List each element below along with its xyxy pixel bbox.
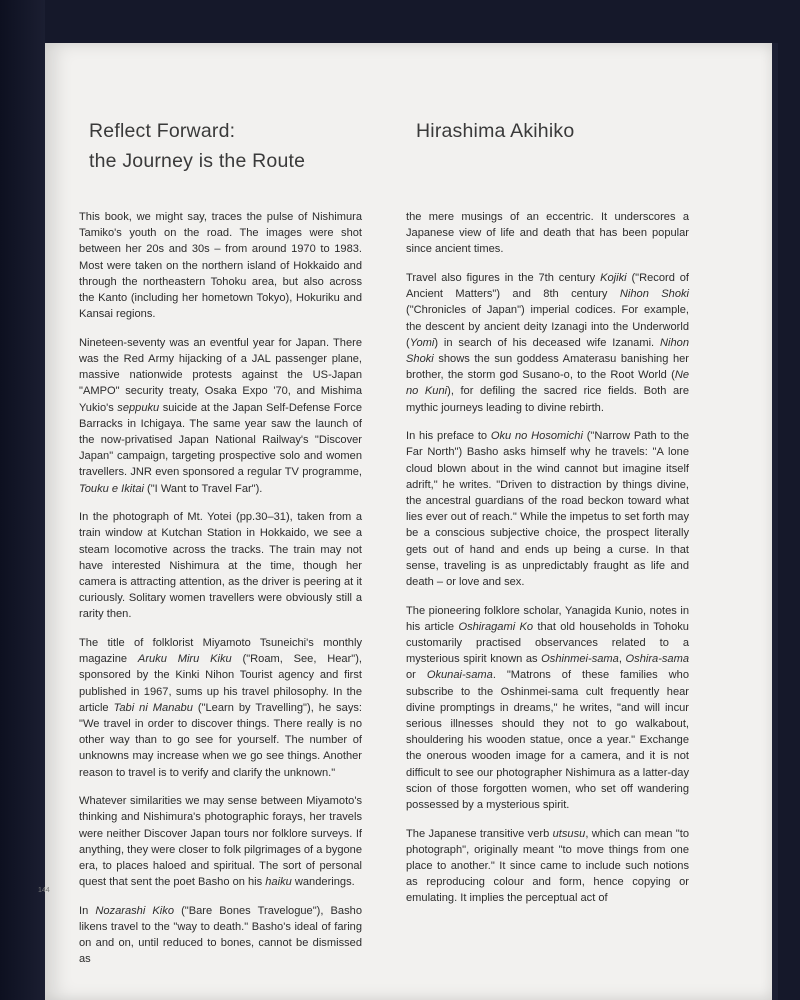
text-run: shows the sun goddess Amaterasu banishing her brother, the storm god Susano-o, to the Root World ( [406,353,689,382]
text-run: This book, we might say, traces the pulse of Nishimura Tamiko's youth on the road. The images were shot between her 20s and 30s – from around 1970 to 1983. Most were taken on the northern island of Hokkaido and through the northeastern Tohoku area, but also across the Kanto (including her hometown Tokyo), Hokuriku and Kansai regions. [79,211,362,321]
text-run: , [618,653,626,666]
italic-term: Kojiki [600,272,627,284]
text-run: ("Narrow Path to the Far North") Basho asks himself why he travels: "A lone cloud blown about in the wind cannot but imagine itself adrift," he writes. "Driven to distraction by things divine, the ancestral guardians of the road beckon toward what lies ever out of reach." While the impetus to set forth may be a conscious subjective choice, the prospect literally gets out of hand and ends up being a curse. In that sense, traveling is as unpredictably fraught as life and death – or love and sex. [406,430,689,589]
text-run: The Japanese transitive verb [406,827,553,840]
italic-term: Nihon Shoki [619,288,689,301]
paragraph [79,903,362,968]
text-run: In his preface to [406,430,491,443]
italic-term: Oshiragami Ko [458,620,534,633]
paragraph [406,270,689,416]
author-name: Hirashima Akihiko [416,120,575,142]
italic-term: Aruku Miru Kiku [137,653,232,666]
text-run: or [406,669,427,682]
left-text-column [79,209,362,980]
paragraph [79,635,362,781]
text-run: The pioneering folklore scholar, Yanagida Kunio, notes in his article [406,604,689,633]
text-run: wanderings. [291,876,355,889]
text-run: . "Matrons of these families who subscribe to the Oshinmei-sama cult frequently hear divine promptings in dreams," he writes, "and will incur serious illnesses should they not to go walkabout, shouldering his wooden statue, once a year." Exchange the onerous wooden image for a camera, and it is not difficult to see our photographer Nishimura as a latter-day scion of those forgotten women, who set off wandering possessed by a mysterious spirit. [406,669,689,812]
paragraph [79,793,362,890]
paragraph [406,826,689,907]
text-run: , which can mean "to photograph", originally meant "to move things from one place to another." It since came to include such notions as reproducing colour and form, hence copying or emulating. It implies the perceptual act of [406,827,689,905]
article-title [89,116,389,176]
paragraph [79,209,362,322]
paragraph [406,209,689,258]
title-line-2: the Journey is the Route [89,150,306,172]
text-run: The title of folklorist Miyamoto Tsuneichi's monthly magazine [79,637,362,666]
italic-term: Nozarashi Kiko [95,904,174,917]
right-text-column [406,209,689,919]
italic-term: Ne no Kuni [406,369,689,398]
italic-term: Nihon Shoki [406,336,689,366]
paragraph [79,335,362,497]
text-run: ("Chronicles of Japan") imperial codices. For example, the descent by ancient deity Izanagi into the Underworld ( [406,304,689,349]
text-run: ), for defiling the sacred rice fields. Both are mythic journeys leading to divine rebirth. [406,385,689,414]
italic-term: Touku e Ikitai [79,482,144,495]
text-run: ("Bare Bones Travelogue"), Basho likens travel to the "way to death." Basho's ideal of faring on and on, until reduced to bones, cannot be dismissed as [79,904,362,966]
page-edge-shadow [772,43,778,1000]
text-run: ("Learn by Travelling"), he says: "We travel in order to discover things. There really is no other way than to go see for yourself. The number of unknowns may increase when we go see things. Another reason to travel is to verify and clarify the unknown." [79,701,362,779]
italic-term: Yomi [409,336,435,349]
text-run: that old households in Tohoku customarily practised observances related to a mysterious spirit known as [406,620,689,666]
paragraph [79,509,362,622]
italic-term: Tabi ni Manabu [113,701,193,714]
italic-term: Oshinmei-sama [541,653,619,666]
text-run: ("I Want to Travel Far"). [143,482,263,495]
text-run: Whatever similarities we may sense between Miyamoto's thinking and Nishimura's photographic forays, her travels were neither Discover Japan tours nor folklore surveys. If anything, they were closer to folk pilgrimages of a bygone era, to places haloed and spiritual. The sort of personal quest that sent the poet Basho on his [79,795,362,889]
paragraph [406,428,689,590]
text-run: the mere musings of an eccentric. It underscores a Japanese view of life and death that has been popular since ancient times. [406,211,689,256]
text-run: In [79,904,96,917]
paragraph [406,603,689,814]
text-run: Nineteen-seventy was an eventful year for Japan. There was the Red Army hijacking of a JAL passenger plane, massive nationwide protests against the US-Japan "AMPO" security treaty, Osaka Expo '70, and Mishima Yukio's [79,336,362,414]
italic-term: utsusu [552,827,586,840]
text-run: suicide at the Japan Self-Defense Force Barracks in Ichigaya. The same year saw the launch of the now-privatised Japan National Railway's "Discover Japan" campaign, targeting prospective solo and women travellers. JNR even sponsored a regular TV programme, [79,401,362,479]
italic-term: Oshira-sama [625,653,690,666]
text-run: ("Roam, See, Hear"), sponsored by the Kinki Nihon Tourist agency and first published in 1967, sums up his travel philosophy. In the article [79,653,363,714]
italic-term: seppuku [117,401,160,414]
text-run: In the photograph of Mt. Yotei (pp.30–31), taken from a train window at Kutchan Station in Hokkaido, we see a steam locomotive across the tracks. The train may not have interested Nishimura at the time, though her camera is attracting attention, as the driver is peering at it curiously. Solitary women travellers were obviously still a rarity then. [79,511,362,621]
text-run: ) in search of his deceased wife Izanami. [434,336,660,349]
italic-term: Okunai-sama [426,669,493,682]
text-run: Travel also figures in the 7th century [406,272,601,284]
italic-term: Oku no Hosomichi [490,430,583,443]
background-left [0,0,45,1000]
italic-term: haiku [265,876,292,889]
text-run: ("Record of Ancient Matters") and 8th century [406,272,689,301]
title-line-1: Reflect Forward: [89,120,236,142]
page-number: 144 [38,887,50,894]
